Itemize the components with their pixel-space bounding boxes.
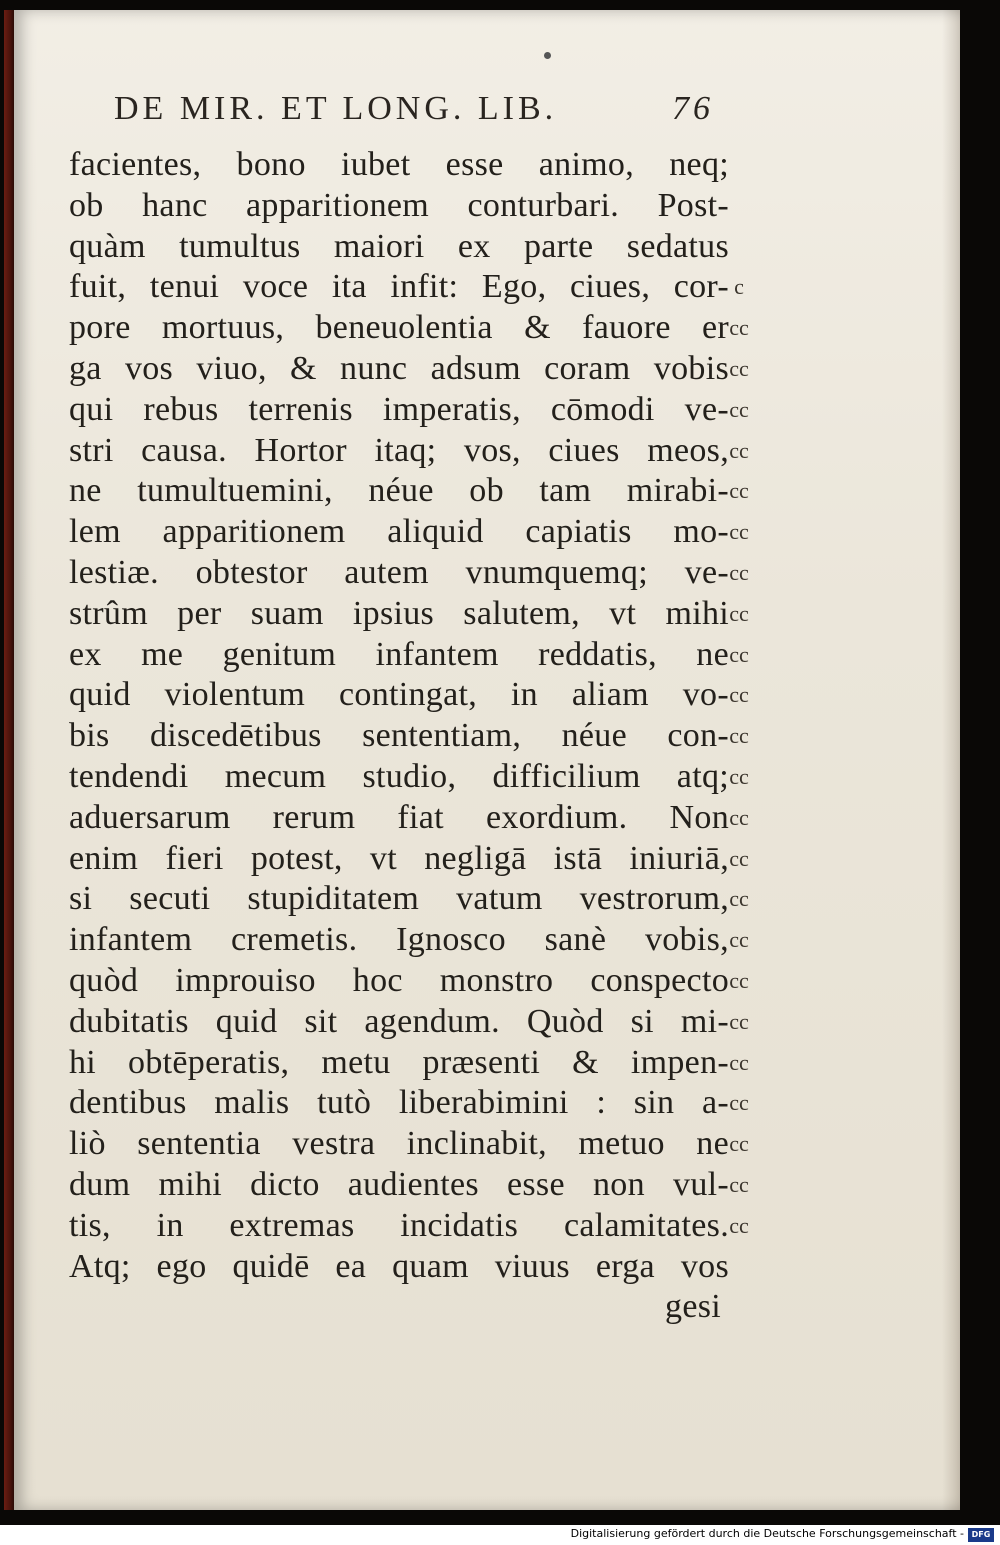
margin-mark: cc (729, 1131, 749, 1157)
margin-mark: cc (729, 1008, 749, 1034)
margin-mark: c (734, 274, 744, 300)
text-line: Atq; ego quidē ea quam viuus erga vos (69, 1247, 729, 1285)
running-header (114, 90, 714, 140)
text-line: aduersarum rerum fiat exordium. Non (69, 798, 729, 836)
text-line: ex me genitum infantem reddatis, ne (69, 635, 729, 673)
text-line: bis discedētibus sententiam, néue con- (69, 717, 729, 755)
page-number: 76 (672, 90, 714, 127)
margin-mark: cc (729, 682, 749, 708)
text-line: quàm tumultus maiori ex parte sedatus (69, 227, 729, 265)
running-title: DE MIR. ET LONG. LIB. (114, 90, 558, 127)
text-line: tendendi mecum studio, difficilium atq; (69, 757, 729, 795)
ink-spot (544, 52, 551, 59)
margin-mark: cc (729, 967, 749, 993)
text-line: dubitatis quid sit agendum. Quòd si mi- (69, 1002, 729, 1040)
text-line: qui rebus terrenis imperatis, cōmodi ve- (69, 390, 729, 428)
text-line: liò sententia vestra inclinabit, metuo ne (69, 1125, 729, 1163)
text-line: infantem cremetis. Ignosco sanè vobis, (69, 921, 729, 959)
margin-mark: cc (729, 315, 749, 341)
margin-mark (709, 227, 769, 268)
catchword: gesi (665, 1288, 721, 1326)
text-line: quòd improuiso hoc monstro conspecto (69, 961, 729, 999)
footer-bar (0, 1525, 1000, 1545)
margin-mark: cc (729, 559, 749, 585)
text-line: enim fieri potest, vt negligā istā iniuriā, (69, 839, 729, 877)
text-line: strûm per suam ipsius salutem, vt mihi (69, 594, 729, 632)
margin-mark: cc (729, 804, 749, 830)
body-text (69, 145, 729, 1328)
dfg-logo: DFG (968, 1528, 994, 1542)
margin-mark: cc (729, 763, 749, 789)
text-line: ga vos viuo, & nunc adsum coram vobis (69, 349, 729, 387)
quotation-marks-column (709, 145, 769, 1247)
margin-mark: cc (729, 1171, 749, 1197)
margin-mark: cc (729, 723, 749, 749)
text-line: fuit, tenui voce ita infit: Ego, ciues, cor- (69, 268, 729, 306)
text-line: pore mortuus, beneuolentia & fauore er (69, 309, 729, 347)
book-page (14, 10, 960, 1510)
margin-mark: cc (729, 886, 749, 912)
book-binding-edge (4, 10, 14, 1510)
text-line: facientes, bono iubet esse animo, neq; (69, 146, 729, 183)
margin-mark: cc (729, 927, 749, 953)
text-line: lestiæ. obtestor autem vnumquemq; ve- (69, 553, 729, 591)
text-line: dum mihi dicto audientes esse non vul- (69, 1165, 729, 1203)
text-line: tis, in extremas incidatis calamitates. (69, 1206, 729, 1244)
text-line: stri causa. Hortor itaq; vos, ciues meos, (69, 431, 729, 469)
margin-mark: cc (729, 641, 749, 667)
margin-mark: cc (729, 600, 749, 626)
margin-mark: cc (729, 355, 749, 381)
text-line: lem apparitionem aliquid capiatis mo- (69, 513, 729, 551)
text-line: ne tumultuemini, néue ob tam mirabi- (69, 472, 729, 510)
margin-mark: cc (729, 437, 749, 463)
margin-mark (709, 186, 769, 227)
margin-mark: cc (729, 1090, 749, 1116)
text-line: dentibus malis tutò liberabimini : sin a- (69, 1084, 729, 1122)
margin-mark: cc (729, 519, 749, 545)
text-line: hi obtēperatis, metu præsenti & impen- (69, 1043, 729, 1081)
margin-mark (709, 145, 769, 186)
margin-mark: cc (729, 478, 749, 504)
text-line: si secuti stupiditatem vatum vestrorum, (69, 880, 729, 918)
text-line: quid violentum contingat, in aliam vo- (69, 676, 729, 714)
margin-mark: cc (729, 845, 749, 871)
margin-mark: cc (729, 396, 749, 422)
margin-mark: cc (729, 1049, 749, 1075)
text-line: ob hanc apparitionem conturbari. Post- (69, 186, 729, 224)
margin-mark: cc (729, 1212, 749, 1238)
funding-credit: Digitalisierung gefördert durch die Deutsche Forschungsgemeinschaft - (570, 1527, 964, 1540)
